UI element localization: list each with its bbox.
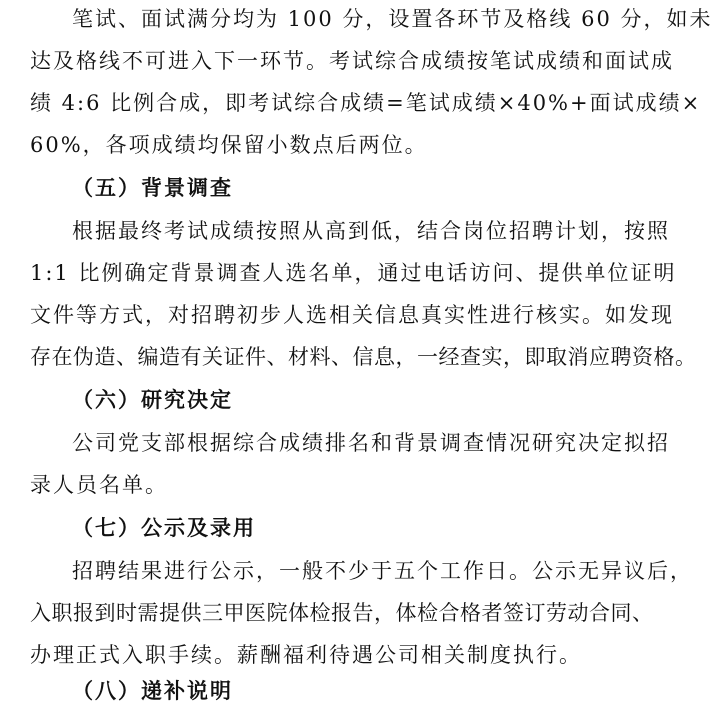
section-heading-supplement-note: （八）递补说明 <box>72 679 233 703</box>
paragraph-line: 入职报到时需提供三甲医院体检报告，体检合格者签订劳动合同、 <box>30 601 654 625</box>
section-heading-publicity-hiring: （七）公示及录用 <box>72 516 256 540</box>
paragraph-line: 笔试、面试满分均为 100 分，设置各环节及格线 60 分，如未 <box>72 7 713 31</box>
paragraph-line: 存在伪造、编造有关证件、材料、信息，一经查实，即取消应聘资格。 <box>30 345 697 369</box>
paragraph-line: 60%，各项成绩均保留小数点后两位。 <box>30 133 428 157</box>
paragraph-line: 录人员名单。 <box>30 473 168 497</box>
paragraph-line: 根据最终考试成绩按照从高到低，结合岗位招聘计划，按照 <box>72 219 670 243</box>
paragraph-line: 文件等方式，对招聘初步人选相关信息真实性进行核实。如发现 <box>30 303 674 327</box>
paragraph-line: 公司党支部根据综合成绩排名和背景调查情况研究决定拟招 <box>72 431 670 455</box>
paragraph-line: 达及格线不可进入下一环节。考试综合成绩按笔试成绩和面试成 <box>30 49 674 73</box>
paragraph-line: 招聘结果进行公示，一般不少于五个工作日。公示无异议后， <box>72 559 693 583</box>
section-heading-background-check: （五）背景调查 <box>72 176 233 200</box>
paragraph-line: 绩 4:6 比例合成，即考试综合成绩=笔试成绩×40%+面试成绩× <box>30 91 702 115</box>
paragraph-line: 办理正式入职手续。薪酬福利待遇公司相关制度执行。 <box>30 643 582 667</box>
paragraph-line: 1:1 比例确定背景调查人选名单，通过电话访问、提供单位证明 <box>30 261 677 285</box>
section-heading-research-decision: （六）研究决定 <box>72 388 233 412</box>
